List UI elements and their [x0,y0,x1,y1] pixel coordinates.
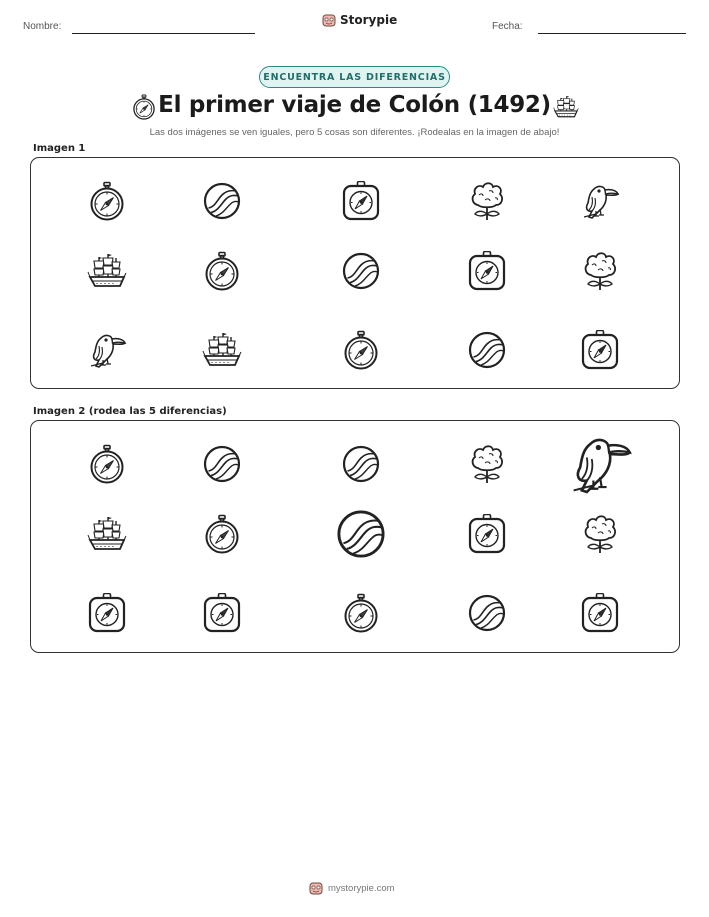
ball-icon[interactable] [202,444,242,484]
image1-panel [30,157,680,389]
ball-icon[interactable] [341,444,381,484]
brand-logo [322,13,397,27]
ball-icon[interactable] [467,593,507,633]
square-compass-icon[interactable] [467,514,507,554]
image1-label: Imagen 1 [33,143,86,154]
brand-name: Storypie [340,13,398,27]
toucan-icon [580,181,620,221]
instructions: Las dos imágenes se ven iguales, pero 5 cosas son diferentes. ¡Rodealas en la imagen de abajo! [149,127,560,138]
toucan-icon[interactable] [567,431,633,497]
name-label: Nombre: [23,21,62,32]
date-label: Fecha: [492,21,523,32]
cotton-icon[interactable] [467,444,507,484]
mascot-icon [322,13,336,27]
square-compass-icon [341,181,381,221]
pocket-compass-icon [341,330,381,370]
square-compass-icon [467,251,507,291]
image2-label: Imagen 2 (rodea las 5 diferencias) [33,406,227,417]
footer-url: mystorypie.com [328,882,395,894]
square-compass-icon[interactable] [87,593,127,633]
date-field-line[interactable] [538,33,686,34]
pocket-compass-icon[interactable] [202,514,242,554]
ship-icon[interactable] [87,514,127,554]
cotton-icon [467,181,507,221]
ball-icon [202,181,242,221]
square-compass-icon[interactable] [202,593,242,633]
name-field-line[interactable] [72,33,255,34]
footer [309,881,395,895]
toucan-icon [87,330,127,370]
pocket-compass-icon[interactable] [341,593,381,633]
ship-icon [202,330,242,370]
ship-icon [552,94,580,120]
pocket-compass-icon [202,251,242,291]
ball-icon [467,330,507,370]
activity-badge: ENCUENTRA LAS DIFERENCIAS [259,66,450,88]
mascot-icon [309,881,323,895]
cotton-icon [580,251,620,291]
ball-icon [341,251,381,291]
pocket-compass-icon[interactable] [87,444,127,484]
ship-icon [87,251,127,291]
square-compass-icon [580,330,620,370]
pocket-compass-icon [87,181,127,221]
ball-icon[interactable] [335,508,387,560]
page-title: El primer viaje de Colón (1492) [158,92,551,118]
cotton-icon[interactable] [580,514,620,554]
image2-panel[interactable] [30,420,680,653]
square-compass-icon[interactable] [580,593,620,633]
